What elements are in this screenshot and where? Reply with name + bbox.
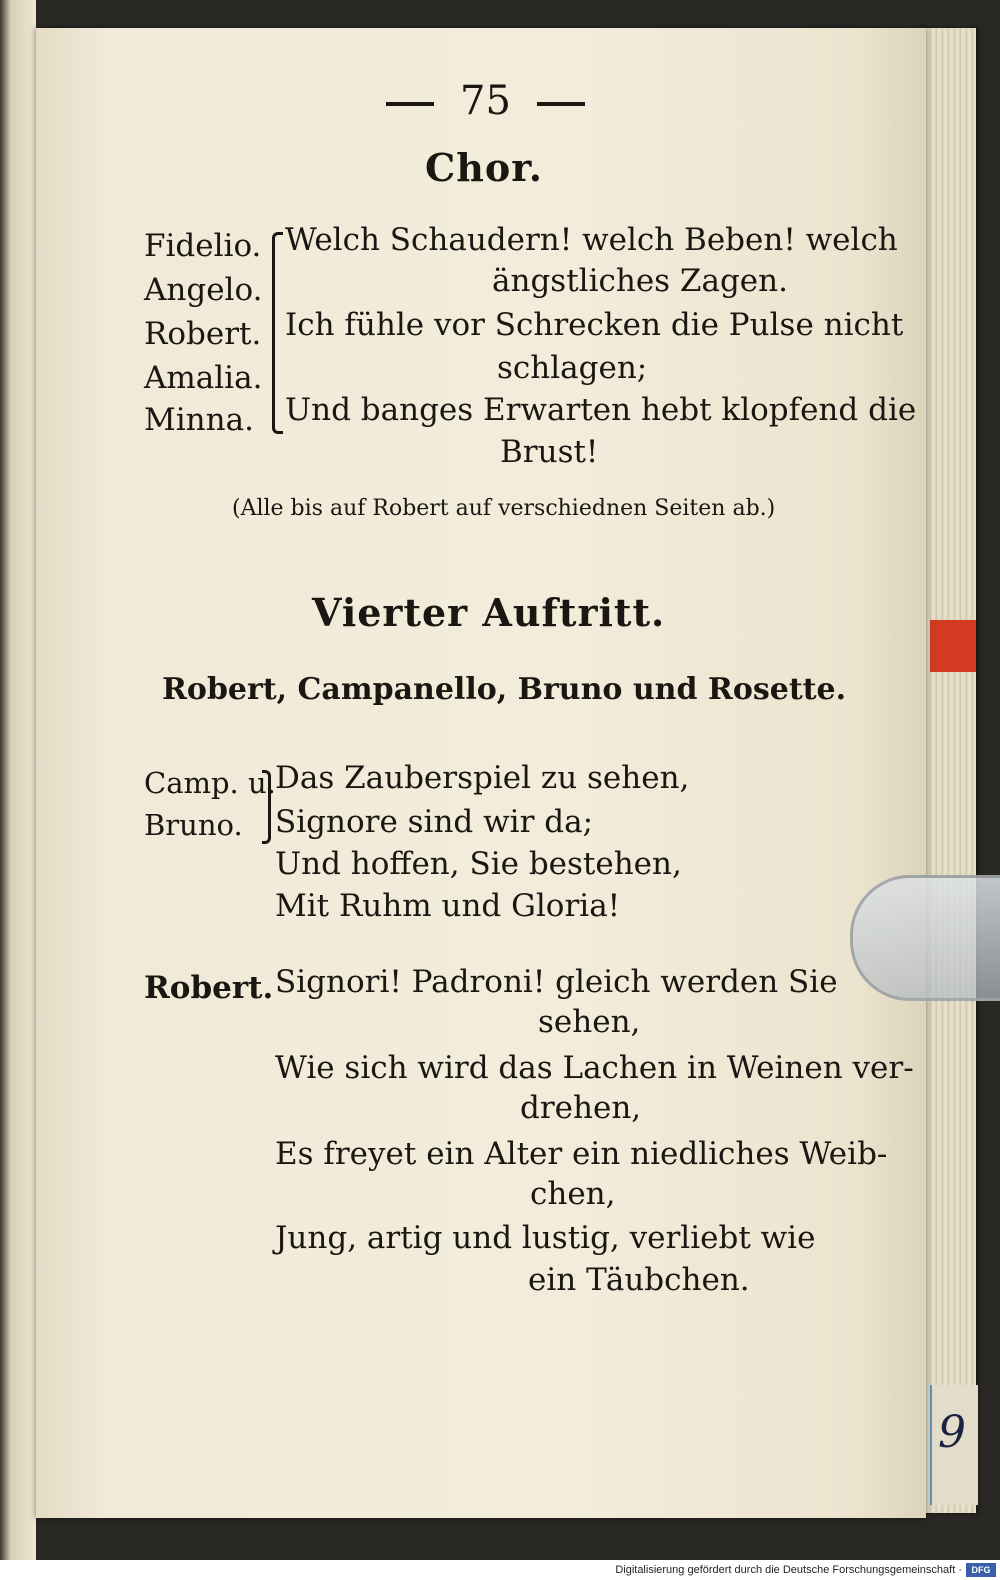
stamp-mark: 9 <box>938 1407 966 1458</box>
verse-line: ein Täubchen. <box>528 1262 750 1298</box>
verse-line: Ich fühle vor Schrecken die Pulse nicht <box>285 307 904 343</box>
footer-text: Digitalisierung gefördert durch die Deutsche Forschungsgemeinschaft · <box>615 1564 962 1576</box>
verse-line: sehen, <box>538 1004 641 1040</box>
speaker-name: Angelo. <box>144 272 263 308</box>
book-left-edge <box>0 0 36 1560</box>
verse-line: Wie sich wird das Lachen in Weinen ver- <box>275 1050 914 1086</box>
dfg-logo: DFG <box>966 1563 996 1577</box>
verse-line: Und hoffen, Sie bestehen, <box>275 846 682 882</box>
verse-line: Brust! <box>500 434 599 470</box>
speaker-name: Bruno. <box>144 808 243 842</box>
verse-line: chen, <box>530 1176 616 1212</box>
page-clip <box>850 875 1000 1001</box>
speaker-brace <box>272 232 283 434</box>
scene-cast: Robert, Campanello, Bruno und Rosette. <box>162 672 847 707</box>
verse-line: drehen, <box>520 1090 642 1126</box>
verse-line: Jung, artig und lustig, verliebt wie <box>275 1220 816 1256</box>
speaker-name: Robert. <box>144 316 262 352</box>
speaker-brace <box>262 770 271 844</box>
verse-line: Und banges Erwarten hebt klopfend die <box>285 392 917 428</box>
verse-line: Mit Ruhm und Gloria! <box>275 888 621 924</box>
speaker-name: Robert. <box>144 970 274 1006</box>
scene-heading: Vierter Auftritt. <box>312 590 666 635</box>
stage-direction: (Alle bis auf Robert auf verschiednen Seiten ab.) <box>232 496 776 521</box>
verse-line: Das Zauberspiel zu sehen, <box>275 760 690 796</box>
verse-line: Signore sind wir da; <box>275 804 594 840</box>
digitization-footer <box>0 1560 1000 1580</box>
page-stack-edge <box>920 28 976 1513</box>
verse-line: Signori! Padroni! gleich werden Sie <box>275 964 838 1000</box>
speaker-name: Fidelio. <box>144 228 262 264</box>
red-bookmark-tab <box>930 620 976 672</box>
verse-line: schlagen; <box>497 350 648 386</box>
verse-line: Es freyet ein Alter ein niedliches Weib- <box>275 1136 888 1172</box>
speaker-name: Minna. <box>144 402 254 438</box>
library-stamp-corner <box>930 1385 978 1505</box>
verse-line: ängstliches Zagen. <box>492 263 788 299</box>
verse-line: Welch Schaudern! welch Beben! welch <box>285 222 898 258</box>
chorus-heading: Chor. <box>425 145 543 190</box>
page-number: 75 <box>360 78 590 124</box>
speaker-name: Camp. u. <box>144 766 276 800</box>
speaker-name: Amalia. <box>144 360 263 396</box>
